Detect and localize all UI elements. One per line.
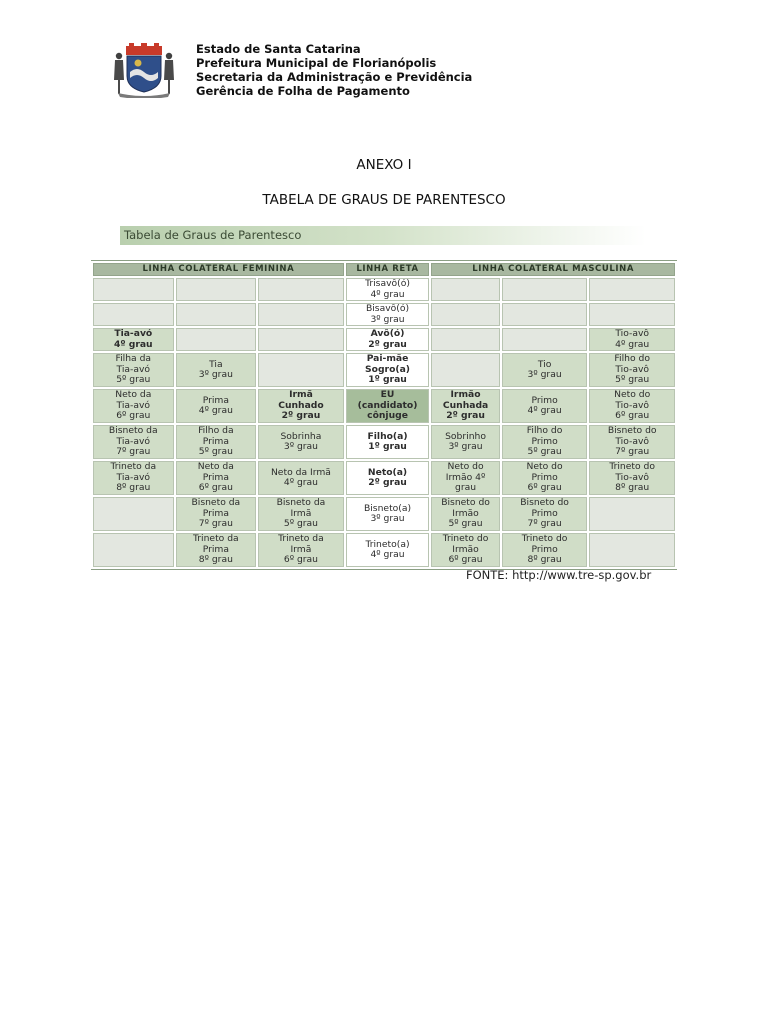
table-cell: Filha da Tia-avó 5º grau [93, 353, 174, 387]
table-row [93, 278, 675, 301]
table-cell: Bisneto do Primo 7º grau [502, 497, 588, 531]
table-cell: Bisneto do Tio-avô 7º grau [589, 425, 675, 459]
table-cell: Neto da Tia-avó 6º grau [93, 389, 174, 423]
table-cell: Trineto do Primo 8º grau [502, 533, 588, 567]
table-cell: Trineto da Irmã 6º grau [258, 533, 344, 567]
table-cell: Neto da Prima 6º grau [176, 461, 257, 495]
table-cell [589, 278, 675, 301]
table-cell: Bisavô(ó) 3º grau [346, 303, 430, 326]
annex-title: ANEXO I [356, 157, 412, 173]
table-cell: Neto do Tio-avô 6º grau [589, 389, 675, 423]
table-cell [176, 303, 257, 326]
table-cell: Sobrinha 3º grau [258, 425, 344, 459]
table-cell [258, 278, 344, 301]
table-cell: Trineto do Irmão 6º grau [431, 533, 499, 567]
table-cell: Filho(a) 1º grau [346, 425, 430, 459]
org-line-state: Estado de Santa Catarina [196, 42, 361, 56]
org-line-secretariat: Secretaria da Administração e Previdência [196, 70, 473, 84]
table-cell [93, 497, 174, 531]
table-cell [589, 497, 675, 531]
org-line-prefecture: Prefeitura Municipal de Florianópolis [196, 56, 437, 70]
source-note: FONTE: http://www.tre-sp.gov.br [466, 568, 652, 582]
table-row [93, 461, 675, 495]
table-cell: Bisneto da Irmã 5º grau [258, 497, 344, 531]
kinship-degree-table [91, 260, 677, 570]
table-row [93, 497, 675, 531]
table-header-row [93, 263, 675, 276]
document-header [112, 42, 532, 98]
table-cell: EU (candidato) cônjuge [346, 389, 430, 423]
table-cell [502, 303, 588, 326]
table-cell: Bisneto(a) 3º grau [346, 497, 430, 531]
table-cell [93, 533, 174, 567]
table-cell: Tio 3º grau [502, 353, 588, 387]
table-cell: Neto do Irmão 4º grau [431, 461, 499, 495]
table-cell [93, 278, 174, 301]
table-cell [176, 328, 257, 351]
table-cell [93, 303, 174, 326]
organization-lines [196, 42, 472, 98]
table-row [93, 303, 675, 326]
table-cell: Trineto da Prima 8º grau [176, 533, 257, 567]
table-cell: Bisneto da Prima 7º grau [176, 497, 257, 531]
table-cell: Tia-avó 4º grau [93, 328, 174, 351]
table-cell [431, 328, 499, 351]
header-male-collateral: LINHA COLATERAL MASCULINA [431, 263, 675, 276]
org-line-management: Gerência de Folha de Pagamento [196, 84, 410, 98]
table-cell: Trisavô(ó) 4º grau [346, 278, 430, 301]
table-cell: Tio-avô 4º grau [589, 328, 675, 351]
table-cell [176, 278, 257, 301]
table-row [93, 328, 675, 351]
header-direct-line: LINHA RETA [346, 263, 430, 276]
table-cell [258, 303, 344, 326]
table-cell: Neto(a) 2º grau [346, 461, 430, 495]
table-row [93, 353, 675, 387]
table-cell [589, 533, 675, 567]
table-cell: Bisneto do Irmão 5º grau [431, 497, 499, 531]
table-cell: Irmã Cunhado 2º grau [258, 389, 344, 423]
table-cell [431, 303, 499, 326]
table-cell: Neto da Irmã 4º grau [258, 461, 344, 495]
table-cell: Pai-mãe Sogro(a) 1º grau [346, 353, 430, 387]
table-row [93, 425, 675, 459]
table-cell: Filho do Primo 5º grau [502, 425, 588, 459]
document-title: TABELA DE GRAUS DE PARENTESCO [262, 192, 506, 208]
table-cell [258, 328, 344, 351]
table-cell: Filho do Tio-avô 5º grau [589, 353, 675, 387]
table-cell: Trineto do Tio-avô 8º grau [589, 461, 675, 495]
table-banner-label: Tabela de Graus de Parentesco [124, 228, 302, 242]
table-cell: Filho da Prima 5º grau [176, 425, 257, 459]
table-row [93, 533, 675, 567]
table-cell [431, 278, 499, 301]
table-cell: Neto do Primo 6º grau [502, 461, 588, 495]
table-cell [502, 278, 588, 301]
header-female-collateral: LINHA COLATERAL FEMININA [93, 263, 344, 276]
table-cell: Primo 4º grau [502, 389, 588, 423]
table-cell [589, 303, 675, 326]
table-cell: Sobrinho 3º grau [431, 425, 499, 459]
table-cell: Trineto da Tia-avó 8º grau [93, 461, 174, 495]
table-cell [502, 328, 588, 351]
table-cell: Irmão Cunhada 2º grau [431, 389, 499, 423]
table-cell: Trineto(a) 4º grau [346, 533, 430, 567]
table-cell: Prima 4º grau [176, 389, 257, 423]
table-cell: Bisneto da Tia-avó 7º grau [93, 425, 174, 459]
table-cell [258, 353, 344, 387]
florianopolis-coat-of-arms-icon [112, 42, 176, 98]
table-cell [431, 353, 499, 387]
table-cell: Tia 3º grau [176, 353, 257, 387]
table-row [93, 389, 675, 423]
table-cell: Avô(ó) 2º grau [346, 328, 430, 351]
table-banner [120, 226, 646, 245]
